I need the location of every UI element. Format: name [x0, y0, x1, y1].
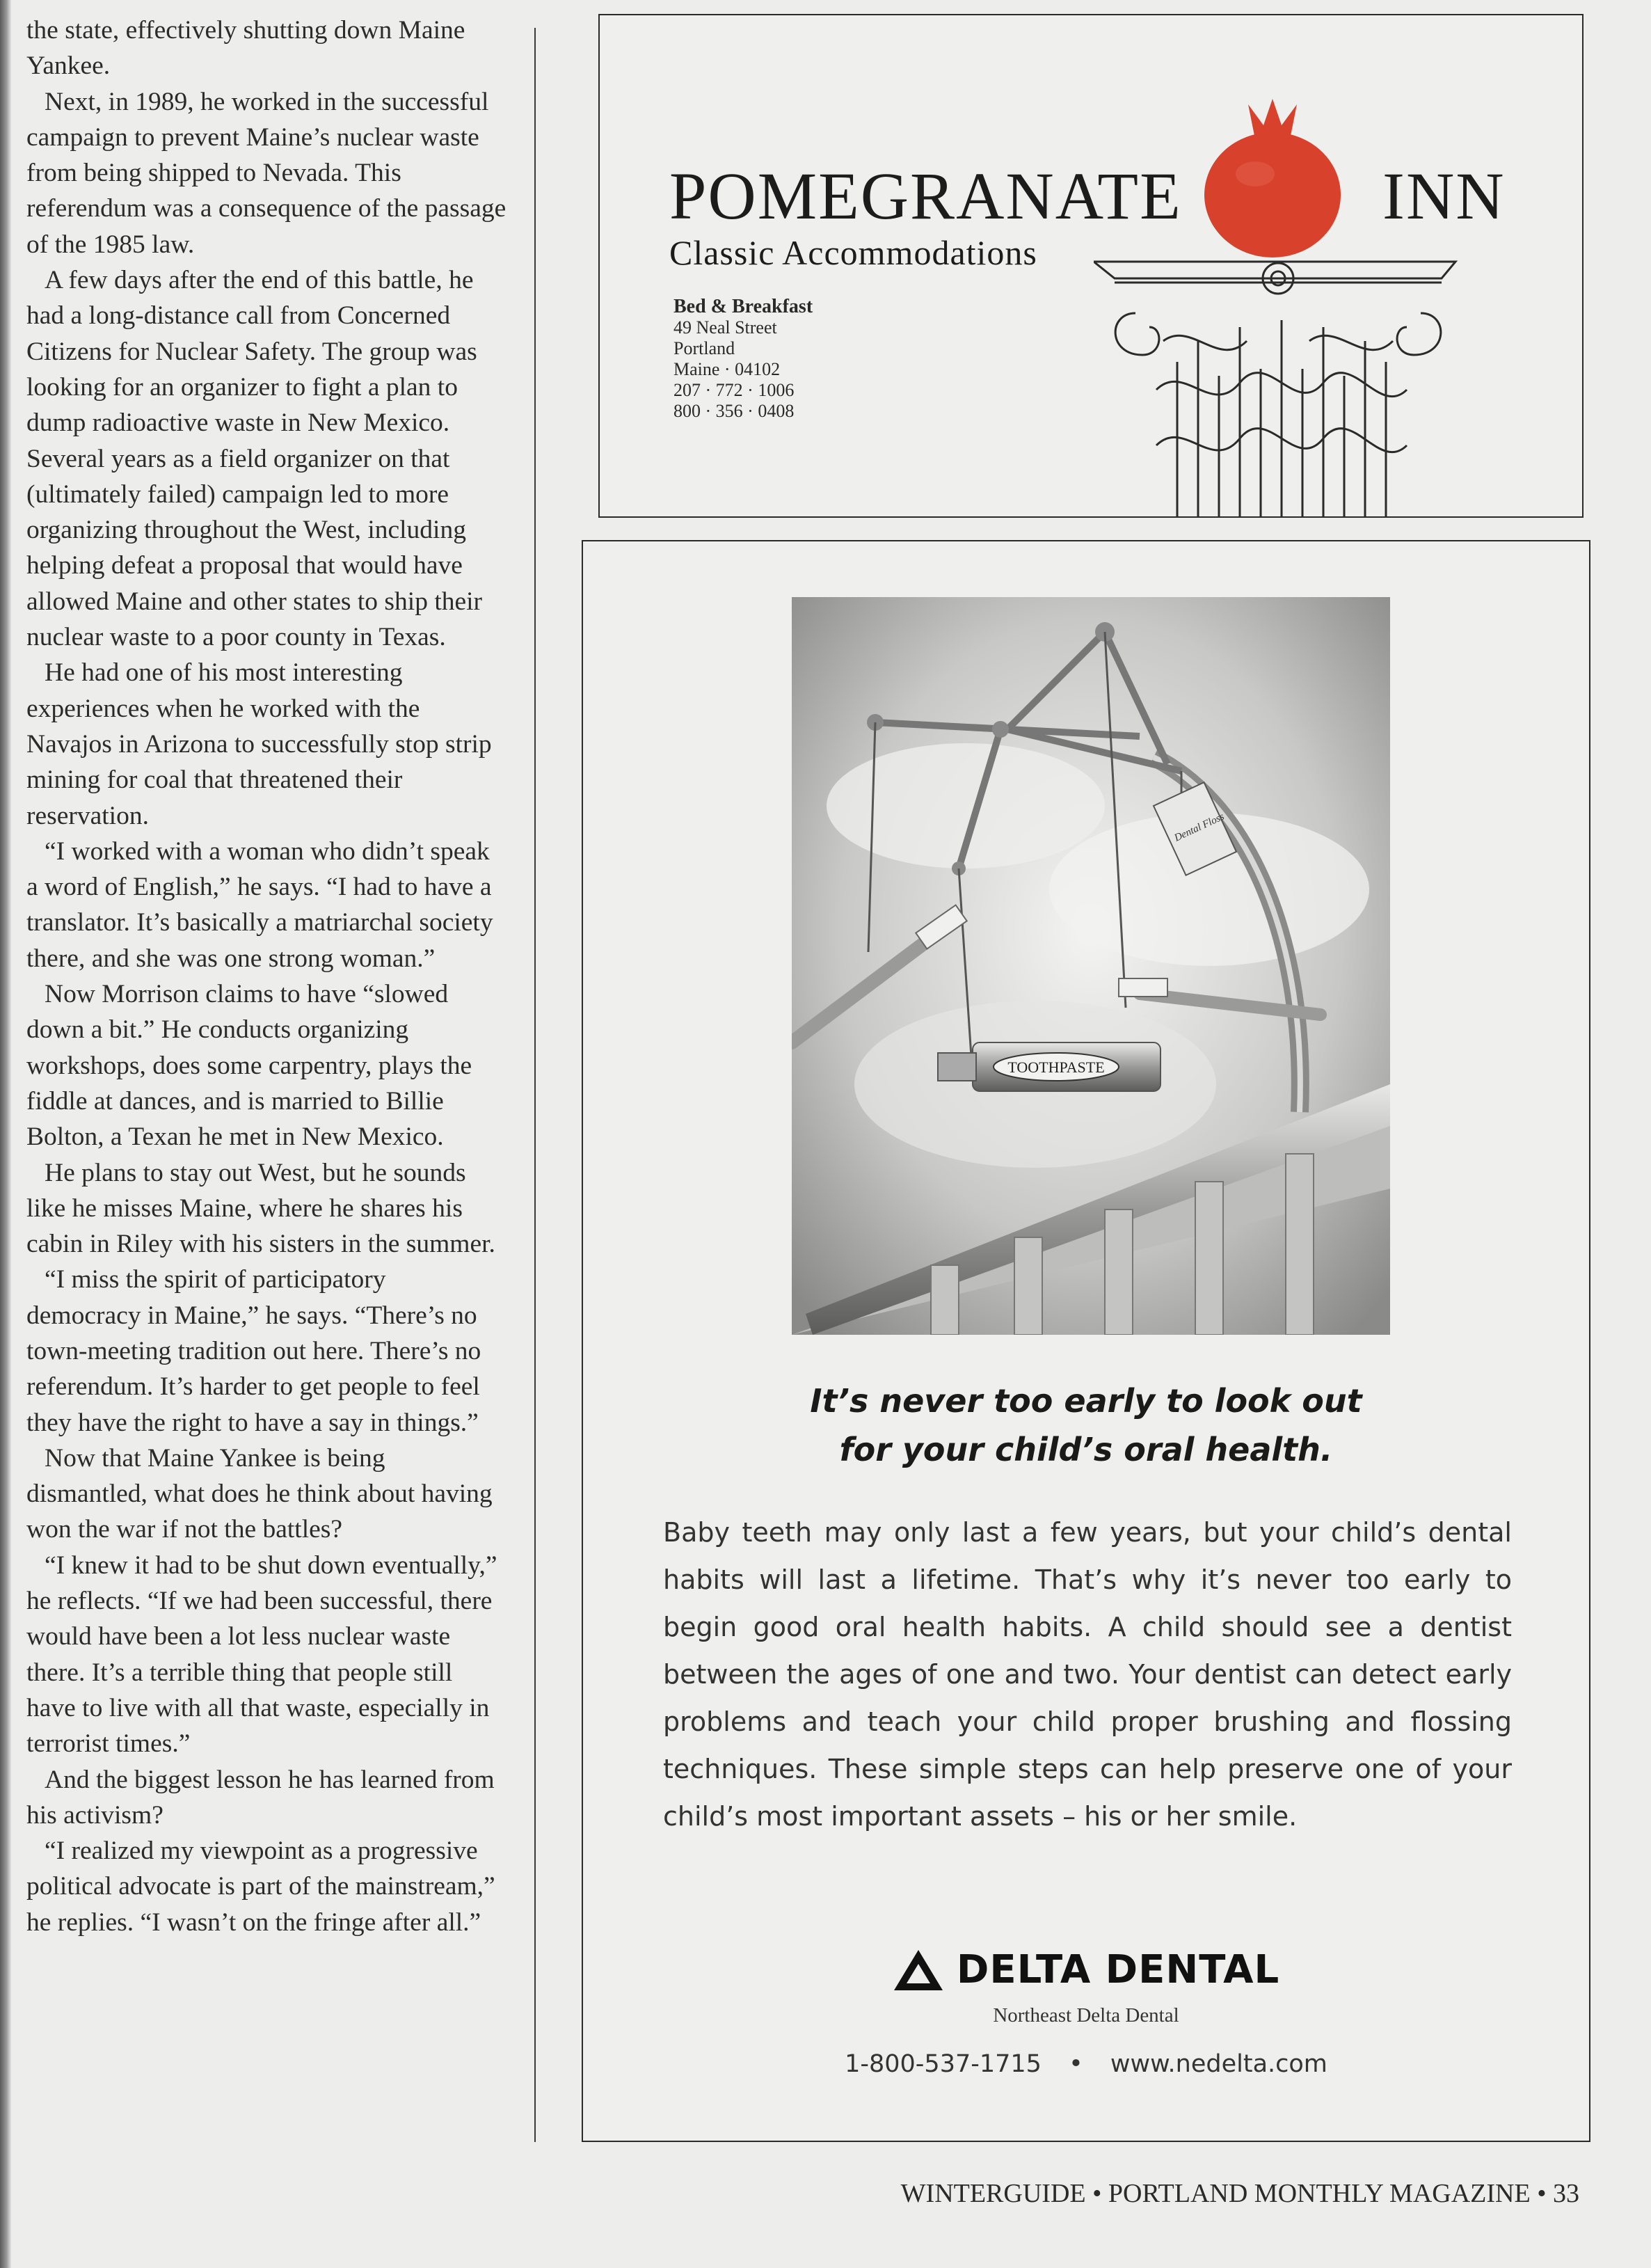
inn-address-line: Maine · 04102 — [673, 359, 781, 379]
website-link[interactable]: www.nedelta.com — [1110, 2050, 1327, 2078]
article-paragraph: Now that Maine Yankee is being dismantled, what does he think about having won the war if not the battles? — [26, 1443, 493, 1544]
article-paragraph: “I miss the spirit of participatory democracy in Maine,” he says. “There’s no town-meeting tradition out here. There’s no referendum. It’s harder to get people to feel they have the right to have a say in things.” — [26, 1265, 481, 1437]
delta-dental-logo — [583, 1947, 1589, 1992]
toothpaste-label: TOOTHPASTE — [1007, 1058, 1105, 1076]
page-spine-shadow — [0, 0, 11, 2268]
inn-type: Bed & Breakfast — [673, 296, 813, 317]
inn-tagline: Classic Accommodations — [669, 233, 1037, 272]
inn-name-right: INN — [1382, 159, 1506, 233]
article-column — [26, 13, 507, 1940]
inn-phone-line: 207 · 772 · 1006 — [673, 380, 795, 400]
bullet-separator: • — [1069, 2050, 1083, 2078]
tagline-line-2: for your child’s oral health. — [839, 1431, 1333, 1468]
article-paragraph: He plans to stay out West, but he sounds like he misses Maine, where he shares his cabin in Riley with his sisters in the summer. — [26, 1158, 495, 1259]
article-paragraph: Next, in 1989, he worked in the successful campaign to prevent Maine’s nuclear waste from being shipped to Nevada. This referendum was a consequence of the passage of the 1985 law. — [26, 87, 507, 259]
article-paragraph: He had one of his most interesting experiences when he worked with the Navajos in Arizona to successfully stop strip mining for coal that threatened their reservation. — [26, 658, 492, 830]
article-paragraph: “I realized my viewpoint as a progressive political advocate is part of the mainstream,” he replies. “I wasn’t on the fringe after all.” — [26, 1837, 495, 1937]
inn-phone-line: 800 · 356 · 0408 — [673, 401, 795, 421]
column-divider — [534, 28, 536, 2142]
pomegranate-icon — [1199, 97, 1346, 257]
pomegranate-inn-ad — [598, 14, 1584, 518]
ad-contact-line — [583, 2050, 1589, 2078]
logo-subtitle: Northeast Delta Dental — [993, 2004, 1179, 2027]
article-paragraph: “I worked with a woman who didn’t speak a word of English,” he says. “I had to have a translator. It’s basically a matriarchal society there, and she was one strong woman.” — [26, 836, 493, 973]
article-paragraph: A few days after the end of this battle, he had a long-distance call from Concerned Citizens for Nuclear Safety. The group was looking for an organizer to fight a plan to dump radioactive waste in New Mexico. Several years as a field organizer on that (ultimately failed) campaign led to more organizing throughout the West, including helping defeat a proposal that would have allowed Maine and other states to ship their nuclear waste to a poor county in Texas. — [26, 266, 483, 652]
delta-triangle-icon — [893, 1949, 944, 1992]
inn-address-line: Portland — [673, 338, 735, 358]
inn-contact-block — [673, 296, 813, 422]
logo-text: DELTA DENTAL — [956, 1947, 1280, 1992]
ad-body-copy: Baby teeth may only last a few years, but your child’s dental habits will last a lifetime. That’s why it’s never too early to begin good oral health habits. A child should see a dentist between the ages of one and two. Your dentist can detect early problems and teach your child proper brushing and flossing techniques. These simple steps can help preserve one of your child’s most important assets – his or her smile. — [663, 1517, 1512, 1832]
inn-name-left: POMEGRANATE — [669, 159, 1182, 233]
ad-tagline — [583, 1377, 1589, 1474]
article-paragraph: the state, effectively shutting down Maine Yankee. — [26, 16, 465, 81]
article-paragraph: And the biggest lesson he has learned from his activism? — [26, 1765, 495, 1830]
corinthian-column-icon — [1094, 237, 1469, 518]
floss-label: Dental Floss — [1172, 811, 1227, 844]
delta-dental-ad — [582, 540, 1590, 2142]
inn-address-line: 49 Neal Street — [673, 317, 777, 338]
tagline-line-1: It’s never too early to look out — [810, 1382, 1362, 1420]
toothbrush-mobile-illustration — [792, 597, 1390, 1335]
page-footer: WINTERGUIDE • PORTLAND MONTHLY MAGAZINE • 33 — [900, 2179, 1579, 2208]
phone-number: 1-800-537-1715 — [845, 2050, 1042, 2078]
article-paragraph: Now Morrison claims to have “slowed down a bit.” He conducts organizing workshops, does some carpentry, plays the fiddle at dances, and is married to Billie Bolton, a Texan he met in New Mexico. — [26, 980, 472, 1152]
article-paragraph: “I knew it had to be shut down eventually,” he reflects. “If we had been successful, there would have been a lot less nuclear waste there. It’s a terrible thing that people still have to live with all that waste, especially in terrorist times.” — [26, 1551, 497, 1759]
